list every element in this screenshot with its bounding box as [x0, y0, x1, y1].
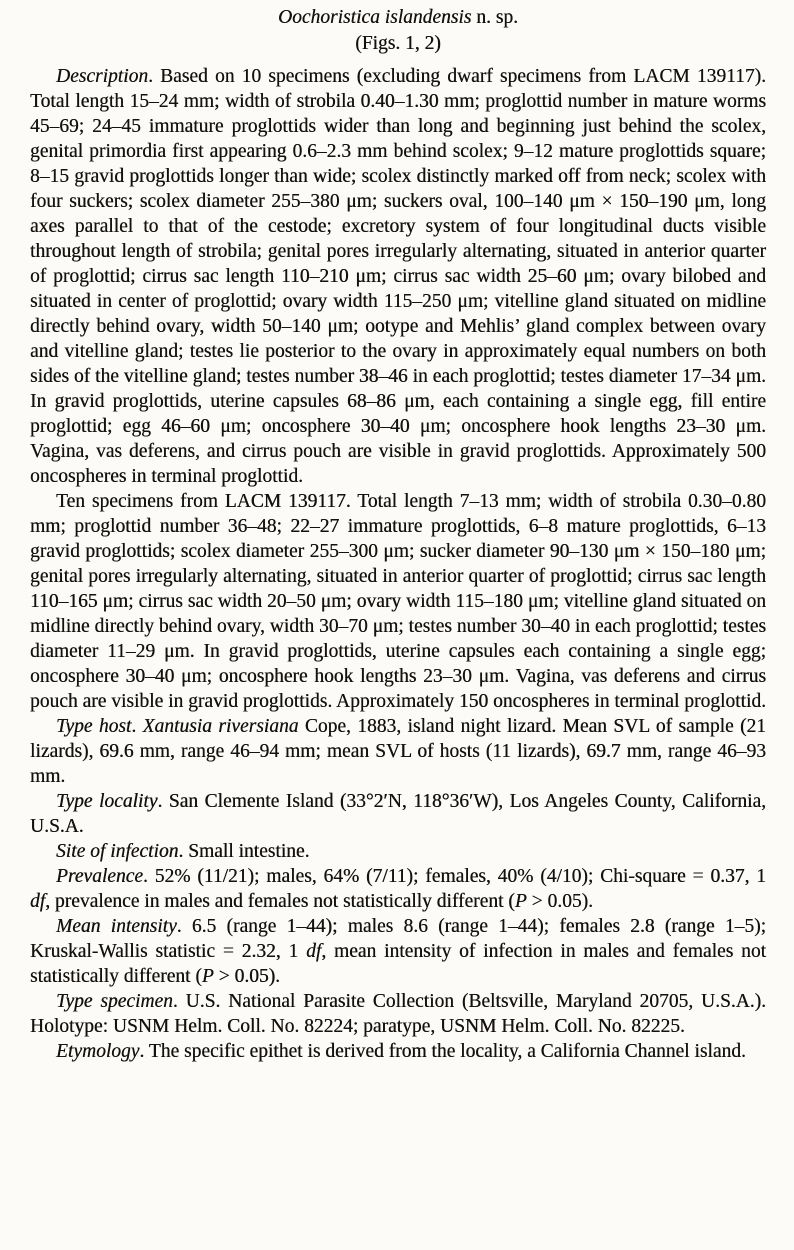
type-locality-paragraph — [30, 789, 766, 839]
mean-intensity-paragraph — [30, 914, 766, 989]
text-segment: > 0.05). — [213, 966, 281, 987]
type-host-paragraph — [30, 714, 766, 789]
text-segment: , prevalence in males and females not statistically different ( — [45, 891, 515, 912]
text-segment: , mean intensity of infection in males and females not statistically different ( — [30, 941, 766, 987]
stat-p-symbol: P — [201, 966, 214, 987]
stat-df-symbol: df — [306, 941, 322, 962]
prevalence-paragraph — [30, 864, 766, 914]
term-label: Type locality — [56, 791, 158, 812]
host-species-name: Xantusia riversiana — [142, 716, 299, 737]
text-segment: > 0.05). — [526, 891, 593, 912]
term-label: Mean intensity — [56, 916, 177, 937]
term-label: Description — [56, 66, 149, 87]
text-segment: . Based on 10 specimens (excluding dwarf specimens from LACM 139117). Total length 15–24 mm; width of strobila 0.40–1.30 mm; proglottid number in mature worms 45–69; 24–45 immature proglottids wider than long and beginning just behind the scolex, genital primordia first appearing 0.6–2.3 mm behind scolex; 9–12 mature proglottids square; 8–15 gravid proglottids longer than wide; scolex distinctly marked off from neck; scolex with four suckers; scolex diameter 255–380 μm; suckers oval, 100–140 μm × 150–190 μm, long axes parallel to that of the cestode; excretory system of four longitudinal ducts visible throughout length of strobila; genital pores irregularly alternating, situated in anterior quarter of proglottid; cirrus sac length 110–210 μm; cirrus sac width 25–60 μm; ovary bilobed and situated in center of proglottid; ovary width 115–250 μm; vitelline gland situated on midline directly behind ovary, width 50–140 μm; ootype and Mehlis’ gland complex between ovary and vitelline gland; testes lie posterior to the ovary in approximately equal numbers on both sides of the vitelline gland; testes number 38–46 in each proglottid; testes diameter 17–34 μm. In gravid proglottids, uterine capsules 68–86 μm, each containing a single egg, fill entire proglottid; egg 46–60 μm; oncosphere 30–40 μm; oncosphere hook lengths 23–30 μm. Vagina, vas deferens, and cirrus pouch are visible in gravid proglottids. Approximately 500 oncospheres in terminal proglottid. — [30, 66, 766, 487]
term-label: Prevalence — [56, 866, 143, 887]
text-segment: . — [131, 716, 143, 737]
section-heading — [30, 5, 766, 57]
text-segment: . The specific epithet is derived from the locality, a California Channel island. — [139, 1041, 746, 1062]
species-title — [30, 5, 766, 31]
text-segment: . 6.5 (range 1–44); males 8.6 (range 1–44); females 2.8 (range 1–5); Kruskal-Wallis statistic = 2.32, 1 — [30, 916, 767, 962]
description-paragraph — [30, 64, 766, 489]
etymology-paragraph — [30, 1039, 766, 1064]
stat-df-symbol: df — [30, 891, 46, 912]
text-segment: . Small intestine. — [178, 841, 310, 862]
figures-reference: (Figs. 1, 2) — [355, 33, 441, 54]
species-name-italic: Oochoristica islandensis — [278, 7, 472, 28]
stat-p-symbol: P — [514, 891, 527, 912]
term-label: Type host — [56, 716, 132, 737]
text-segment: . U.S. National Parasite Collection (Beltsville, Maryland 20705, U.S.A.). Holotype: USNM Helm. Coll. No. 82224; paratype, USNM Helm. Coll. No. 82225. — [30, 991, 766, 1037]
text-segment: Ten specimens from LACM 139117. Total length 7–13 mm; width of strobila 0.30–0.80 mm; proglottid number 36–48; 22–27 immature proglottids, 6–8 mature proglottids, 6–13 gravid proglottids; scolex diameter 255–300 μm; sucker diameter 90–130 μm × 150–180 μm; genital pores irregularly alternating, situated in anterior quarter of proglottid; cirrus sac length 110–165 μm; cirrus sac width 20–50 μm; ovary width 115–180 μm; vitelline gland situated on midline directly behind ovary, width 30–70 μm; testes number 30–40 in each proglottid; testes diameter 11–29 μm. In gravid proglottids, uterine capsules each containing a single egg; oncosphere 30–40 μm; oncosphere hook lengths 23–30 μm. Vagina, vas deferens and cirrus pouch are visible in gravid proglottids. Approximately 150 oncospheres in terminal proglottid. — [30, 491, 766, 712]
lacm-specimens-paragraph — [30, 489, 766, 714]
species-name-authority: n. sp. — [471, 7, 518, 28]
type-specimen-paragraph — [30, 989, 766, 1039]
term-label: Type specimen — [56, 991, 173, 1012]
text-segment: Cope, 1883, island night lizard. Mean SVL of sample (21 lizards), 69.6 mm, range 46–94 mm; mean SVL of hosts (11 lizards), 69.7 mm, range 46–93 mm. — [30, 716, 767, 787]
term-label: Etymology — [56, 1041, 140, 1062]
text-segment: . 52% (11/21); males, 64% (7/11); females, 40% (4/10); Chi-square = 0.37, 1 — [142, 866, 766, 887]
site-of-infection-paragraph — [30, 839, 766, 864]
text-segment: . San Clemente Island (33°2′N, 118°36′W), Los Angeles County, California, U.S.A. — [30, 791, 766, 837]
term-label: Site of infection — [56, 841, 179, 862]
